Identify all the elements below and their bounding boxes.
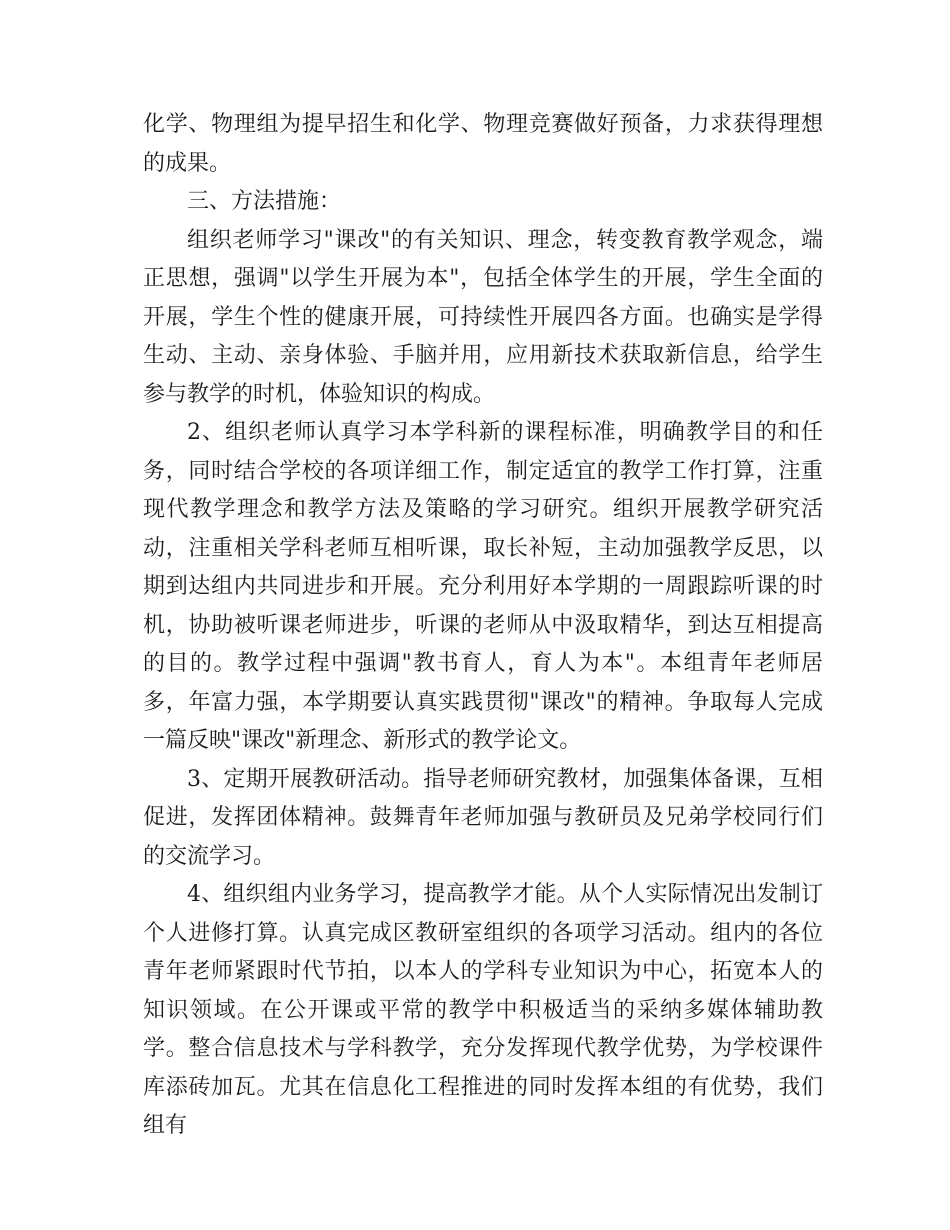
paragraph-item-1: 组织老师学习"课改"的有关知识、理念，转变教育教学观念，端正思想，强调"以学生开展为本"，包括全体学生的开展，学生全面的开展，学生个性的健康开展，可持续性开展四各方面。也确实是学得生动、主动、亲身体验、手脑并用，应用新技术获取新信息，给学生参与教学的时机，体验知识的构成。 bbox=[143, 227, 823, 407]
paragraph-item-3: 3、定期开展教研活动。指导老师研究教材，加强集体备课，互相促进，发挥团体精神。鼓舞青年老师加强与教研员及兄弟学校同行们的交流学习。 bbox=[143, 766, 823, 869]
section-heading-methods: 三、方法措施： bbox=[187, 189, 342, 214]
document-body bbox=[143, 106, 823, 1146]
paragraph-item-4: 4、组织组内业务学习，提高教学才能。从个人实际情况出发制订个人进修打算。认真完成区教研室组织的各项学习活动。组内的各位青年老师紧跟时代节拍，以本人的学科专业知识为中心，拓宽本人的知识领域。在公开课或平常的教学中积极适当的采纳多媒体辅助教学。整合信息技术与学科教学，充分发挥现代教学优势，为学校课件库添砖加瓦。尤其在信息化工程推进的同时发挥本组的有优势，我们组有 bbox=[143, 882, 823, 1138]
paragraph-intro-continuation: 化学、物理组为提早招生和化学、物理竞赛做好预备，力求获得理想的成果。 bbox=[143, 112, 823, 176]
paragraph-item-2: 2、组织老师认真学习本学科新的课程标准，明确教学目的和任务，同时结合学校的各项详细工作，制定适宜的教学工作打算，注重现代教学理念和教学方法及策略的学习研究。组织开展教学研究活动，注重相关学科老师互相听课，取长补短，主动加强教学反思，以期到达组内共同进步和开展。充分利用好本学期的一周跟踪听课的时机，协助被听课老师进步，听课的老师从中汲取精华，到达互相提高的目的。教学过程中强调"教书育人，育人为本"。本组青年老师居多，年富力强，本学期要认真实践贯彻"课改"的精神。争取每人完成一篇反映"课改"新理念、新形式的教学论文。 bbox=[143, 420, 823, 753]
